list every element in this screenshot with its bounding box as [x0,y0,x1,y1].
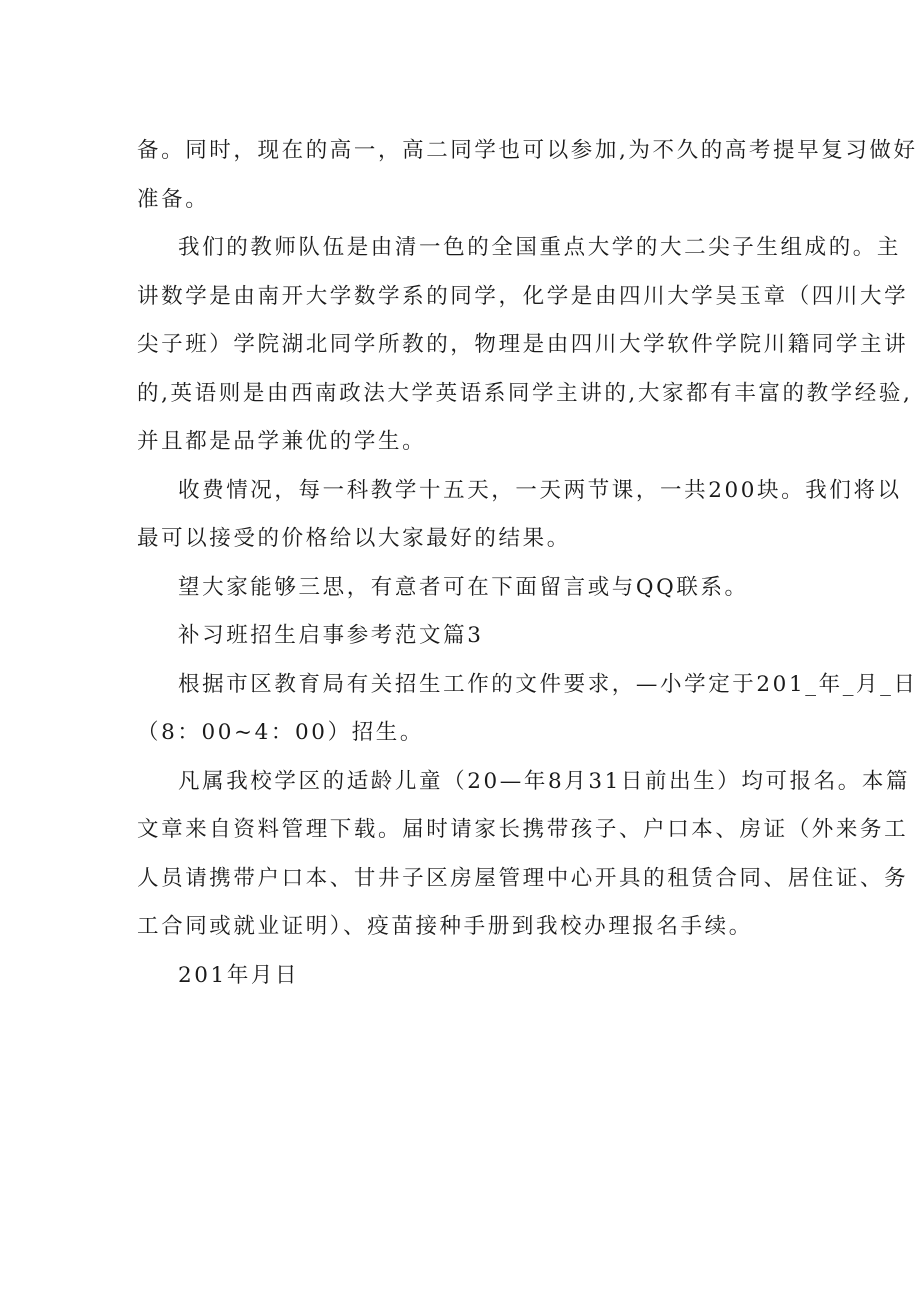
paragraph-line: 准备。 [137,187,210,212]
section-heading: 补习班招生启事参考范文篇3 [178,623,484,648]
paragraph-line: 工合同或就业证明）、疫苗接种手册到我校办理报名手续。 [137,914,753,939]
paragraph-line: 的,英语则是由西南政法大学英语系同学主讲的,大家都有丰富的教学经验, [137,381,913,406]
paragraph-line: 根据市区教育局有关招生工作的文件要求，—小学定于201_年_月_日 [178,672,918,697]
paragraph-line: 备。同时，现在的高一，高二同学也可以参加,为不久的高考提早复习做好 [137,138,918,163]
paragraph-line: （8：00~4：00）招生。 [137,720,424,745]
paragraph-line: 讲数学是由南开大学数学系的同学，化学是由四川大学吴玉章（四川大学 [137,284,909,309]
paragraph-line: 尖子班）学院湖北同学所教的，物理是由四川大学软件学院川籍同学主讲 [137,332,909,357]
paragraph-line: 凡属我校学区的适龄儿童（20—年8月31日前出生）均可报名。本篇 [178,769,911,794]
paragraph-line: 最可以接受的价格给以大家最好的结果。 [137,526,571,551]
paragraph-line: 并且都是品学兼优的学生。 [137,429,427,454]
paragraph-line: 人员请携带户口本、甘井子区房屋管理中心开具的租赁合同、居住证、务 [137,866,909,891]
date-line: 201年月日 [178,963,300,988]
paragraph-line: 文章来自资料管理下载。届时请家长携带孩子、户口本、房证（外来务工 [137,817,909,842]
paragraph-line: 望大家能够三思，有意者可在下面留言或与QQ联系。 [178,575,749,600]
paragraph-line: 我们的教师队伍是由清一色的全国重点大学的大二尖子生组成的。主 [178,235,902,260]
paragraph-line: 收费情况，每一科教学十五天，一天两节课，一共200块。我们将以 [178,478,902,503]
